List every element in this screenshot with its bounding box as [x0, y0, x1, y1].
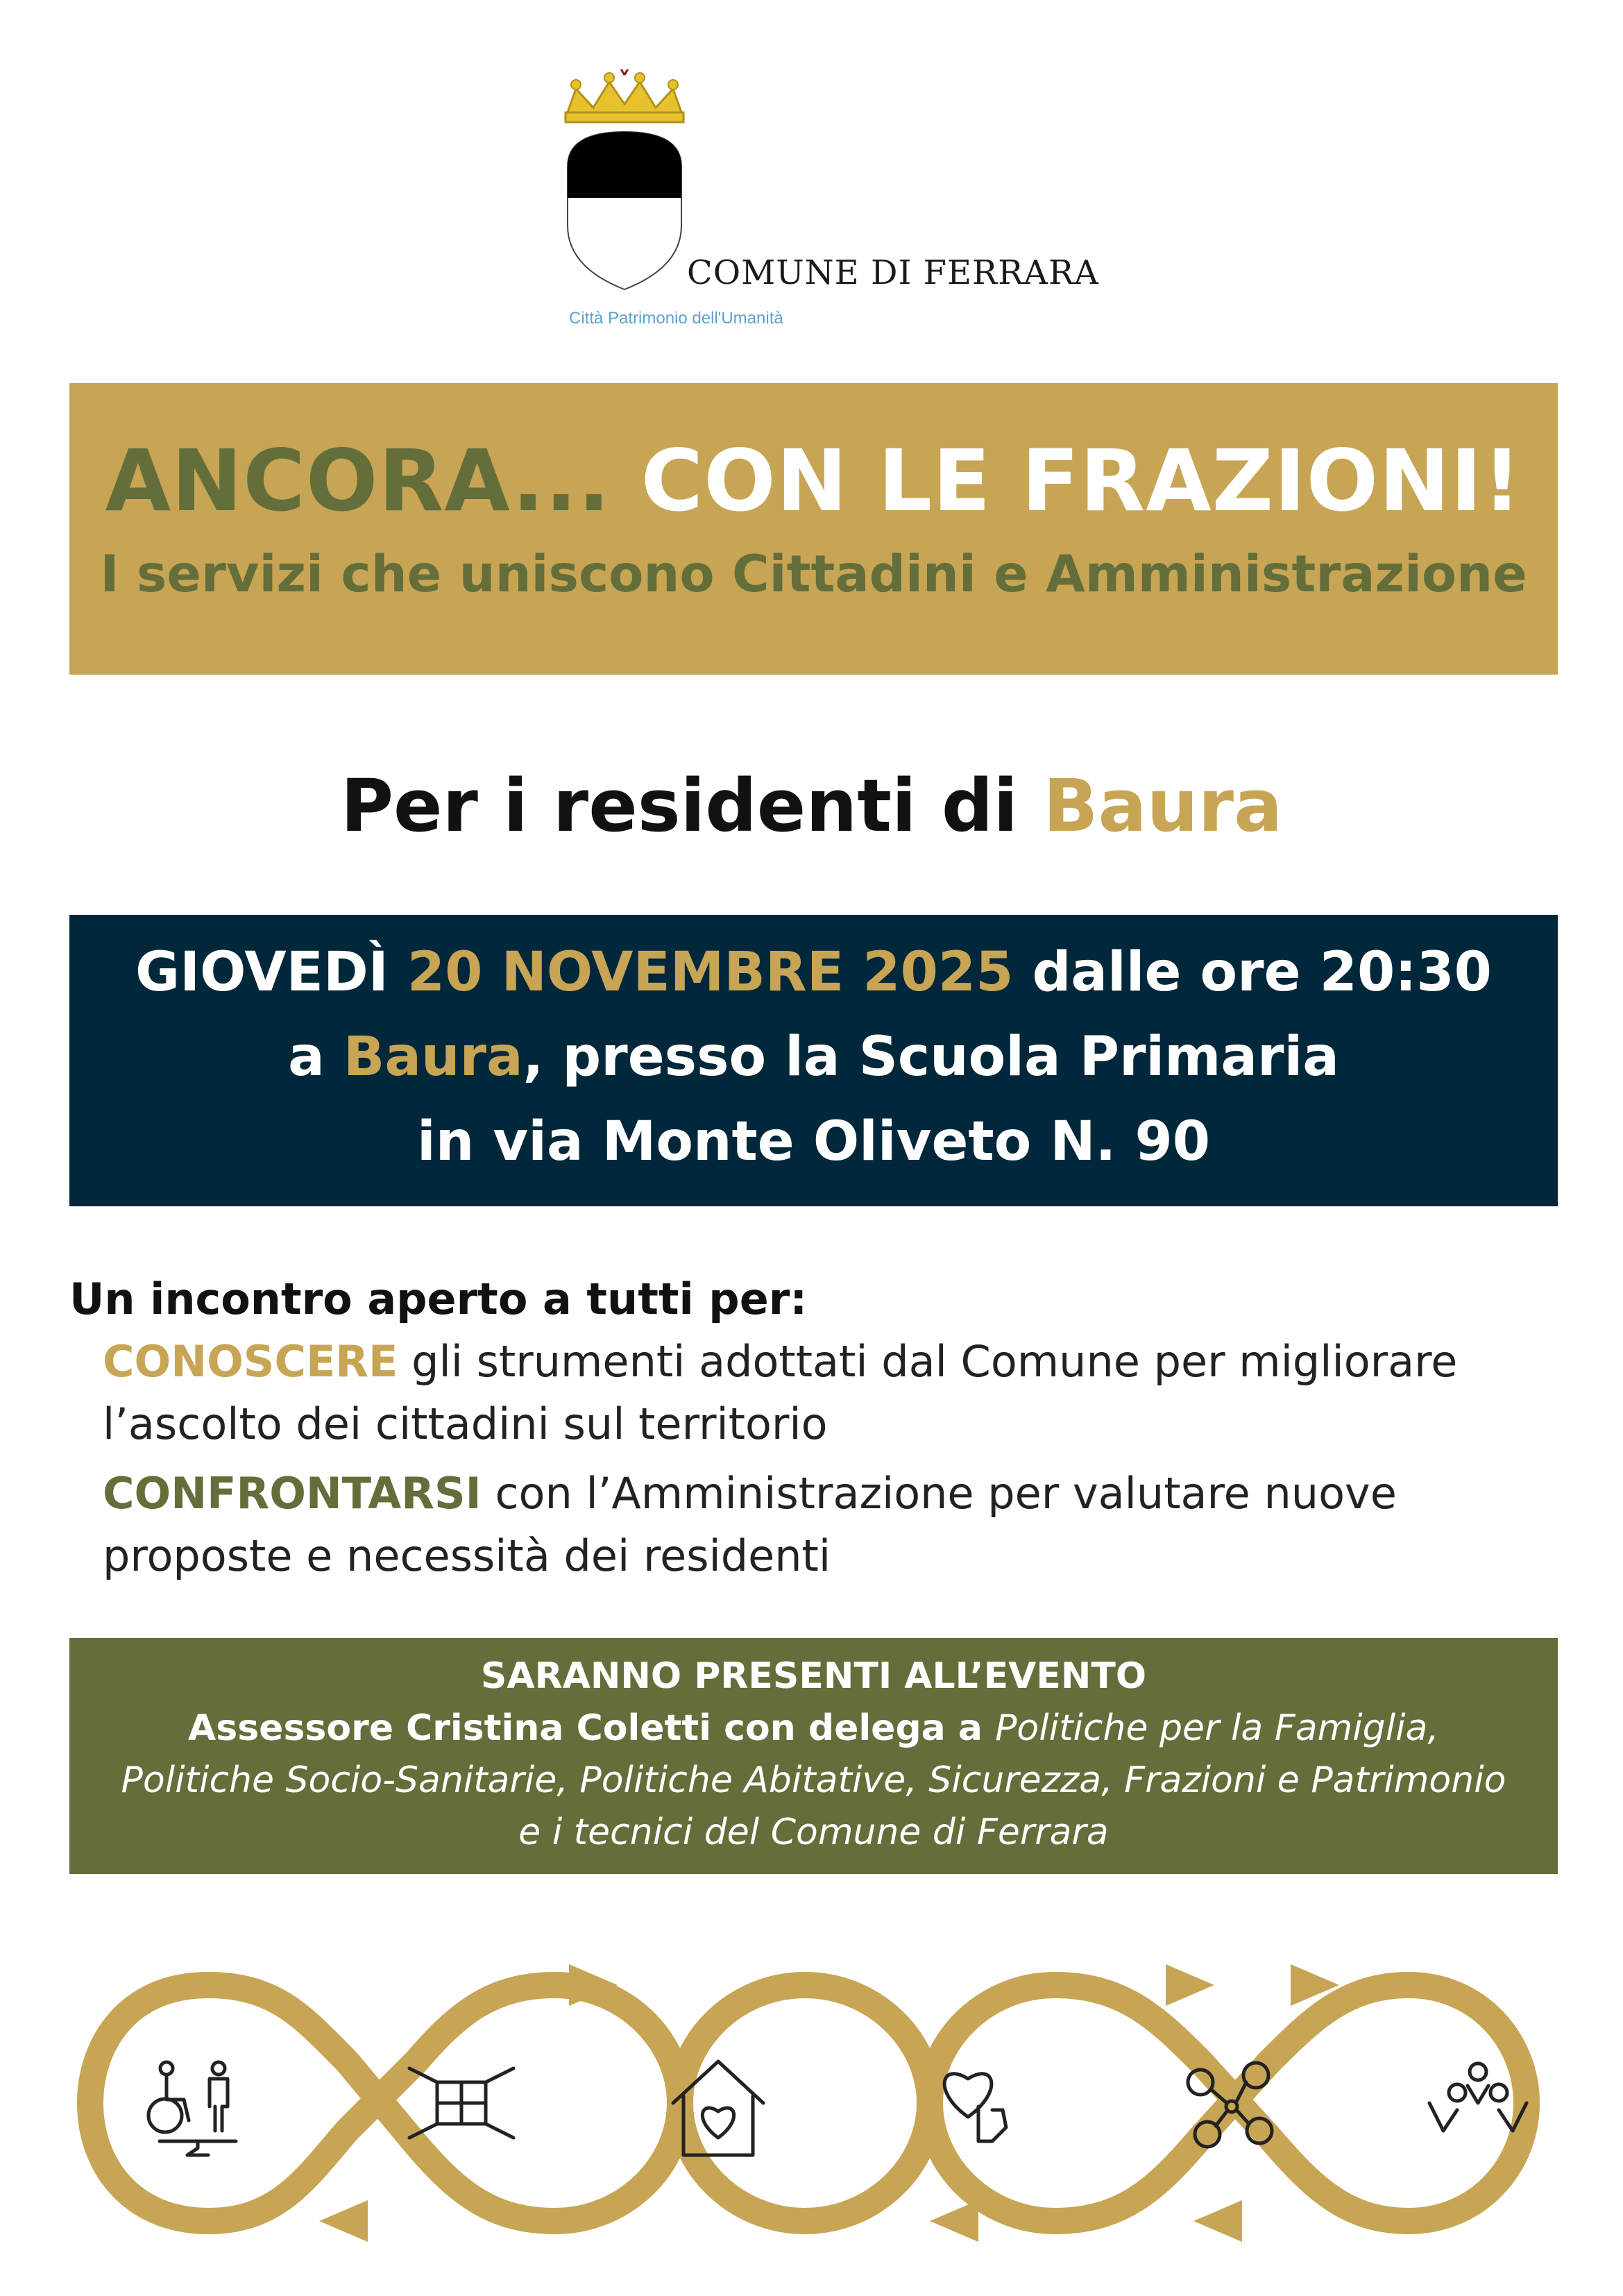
event-details-band — [69, 915, 1558, 1206]
title-part1: ANCORA... — [105, 432, 611, 530]
accessibility-icon — [148, 2062, 236, 2155]
event-day: GIOVEDÌ — [135, 941, 389, 1004]
attendees-band — [69, 1638, 1558, 1874]
bullet1-keyword: CONOSCERE — [103, 1336, 398, 1387]
bullet2-text-cont: proposte e necessità dei residenti — [103, 1530, 831, 1581]
event-place: Baura — [343, 1026, 523, 1088]
shield-icon — [562, 128, 687, 295]
bullet1-text-cont: l’ascolto dei cittadini sul territorio — [103, 1399, 828, 1449]
delega-famiglia: Politiche per la Famiglia, — [995, 1707, 1439, 1749]
institution-tagline: Città Patrimonio dell'Umanità — [569, 309, 783, 328]
event-venue-line — [69, 1026, 1558, 1088]
institution-name: COMUNE DI FERRARA — [687, 253, 1099, 292]
bullet2-keyword: CONFRONTARSI — [103, 1468, 482, 1519]
heart-touch-icon — [944, 2074, 1006, 2141]
event-venue: , presso la Scuola Primaria — [522, 1026, 1339, 1088]
infinity-chain-graphic — [69, 1957, 1554, 2249]
residents-prefix: Per i residenti di — [340, 763, 1018, 848]
bullet-conoscere — [103, 1336, 1457, 1387]
attendees-heading: SARANNO PRESENTI ALL’EVENTO — [480, 1655, 1147, 1697]
puzzle-hands-icon — [409, 2068, 513, 2138]
attendees-line2: Politiche Socio-Sanitarie, Politiche Abitative, Sicurezza, Frazioni e Patrimonio — [121, 1759, 1506, 1801]
title-part2: CON LE FRAZIONI! — [640, 432, 1522, 530]
event-date: 20 NOVEMBRE 2025 — [407, 941, 1014, 1004]
logo-block — [548, 69, 1099, 333]
crown-icon — [555, 69, 694, 125]
event-at: a — [288, 1026, 325, 1088]
subtitle: I servizi che uniscono Cittadini e Amministrazione — [100, 545, 1527, 604]
intro-text: Un incontro aperto a tutti per: — [69, 1274, 808, 1324]
residents-heading — [0, 763, 1623, 848]
bullet2-text: con l’Amministrazione per valutare nuove — [495, 1468, 1397, 1519]
event-address: in via Monte Oliveto N. 90 — [416, 1111, 1211, 1173]
event-time: dalle ore 20:30 — [1032, 941, 1492, 1004]
attendees-line1 — [69, 1707, 1558, 1749]
attendees-line3: e i tecnici del Comune di Ferrara — [518, 1812, 1109, 1853]
main-title — [69, 432, 1558, 530]
title-band — [69, 383, 1558, 675]
assessore-name: Assessore Cristina Coletti con delega a — [188, 1707, 983, 1749]
event-date-line — [69, 941, 1558, 1004]
bullet-confrontarsi — [103, 1468, 1397, 1519]
residents-place: Baura — [1043, 763, 1283, 848]
bullet1-text: gli strumenti adottati dal Comune per migliorare — [411, 1336, 1458, 1387]
